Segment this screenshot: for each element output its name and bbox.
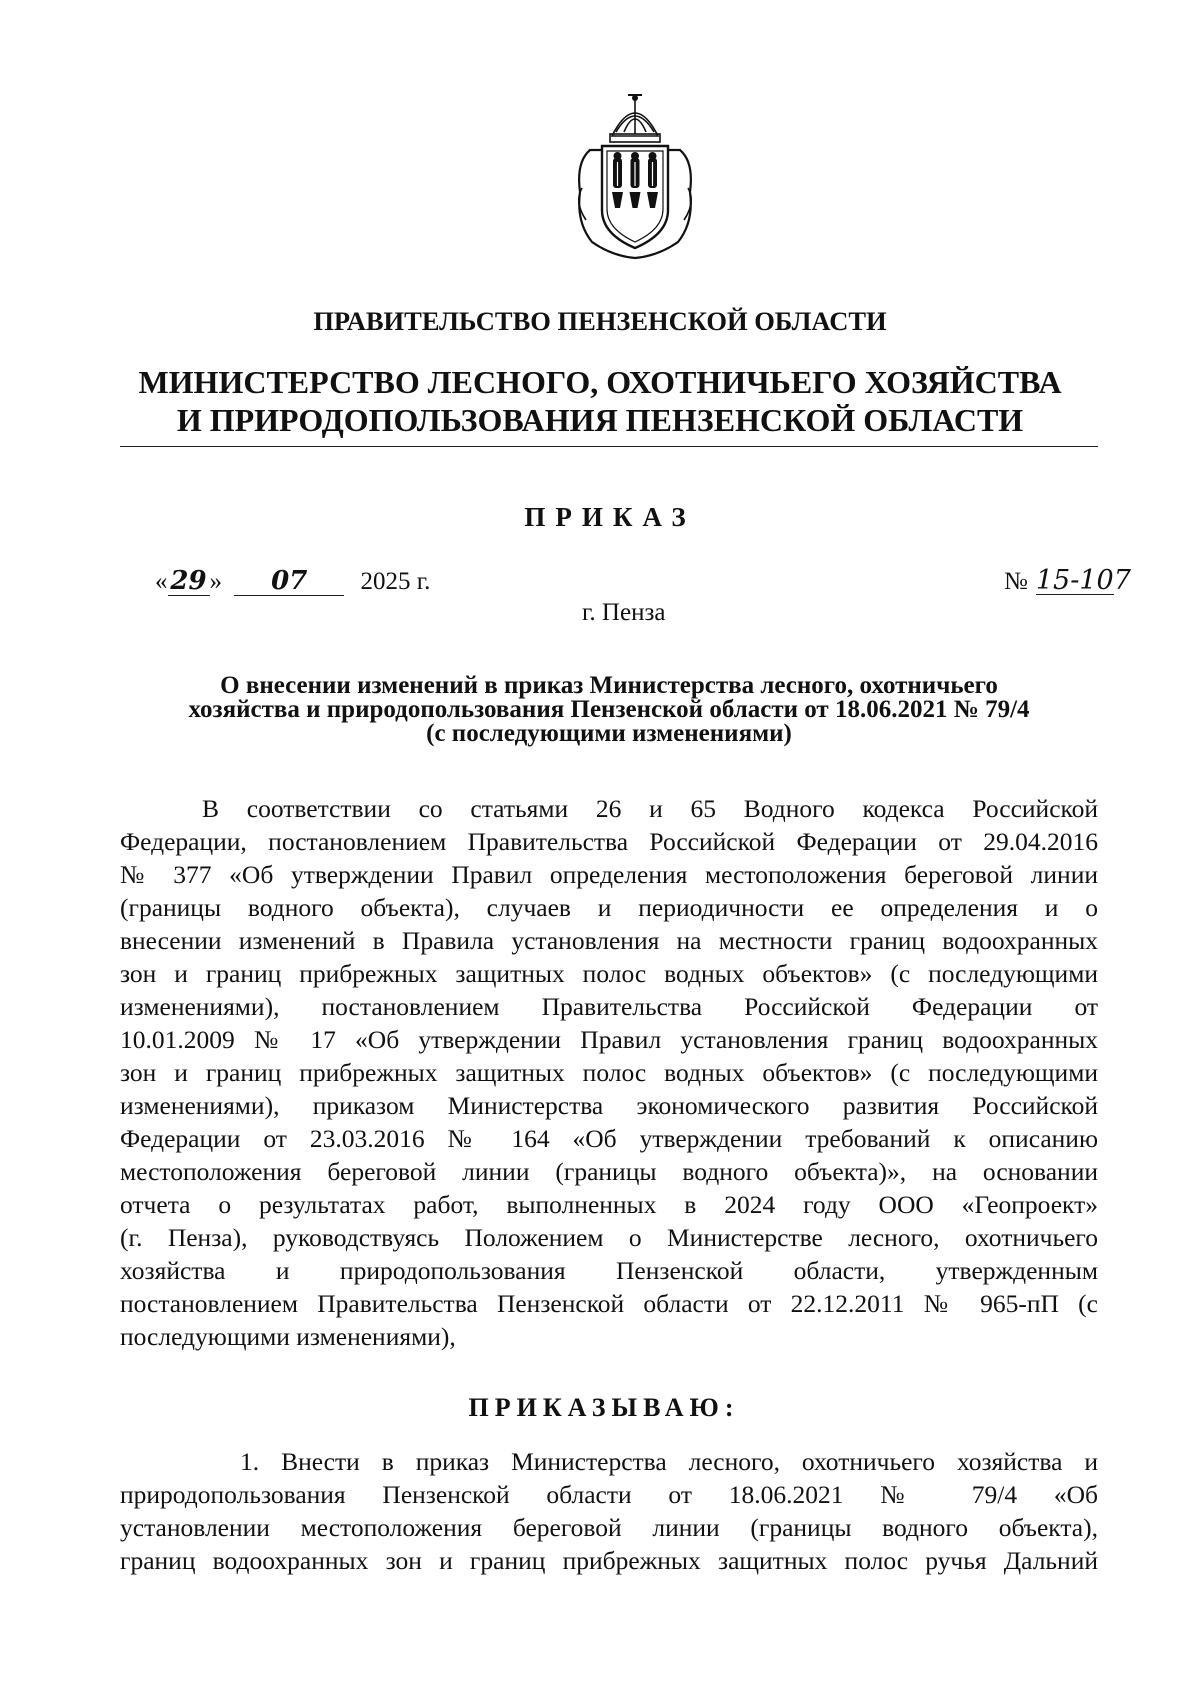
item-line: природопользования Пензенской области от 18.06.2021 № 79/4 «Об bbox=[120, 1480, 1098, 1509]
preamble-line: 10.01.2009 № 17 «Об утверждении Правил установления границ водоохранных bbox=[120, 1025, 1098, 1054]
preamble-line: местоположения береговой линии (границы водного объекта)», на основании bbox=[120, 1157, 1098, 1186]
item-line: границ водоохранных зон и границ прибрежных защитных полос ручья Дальний bbox=[120, 1546, 1098, 1575]
preamble-line: зон и границ прибрежных защитных полос водных объектов» (с последующими bbox=[120, 959, 1098, 988]
header-divider bbox=[120, 446, 1098, 447]
ministry-name-line-2: И ПРИРОДОПОЛЬЗОВАНИЯ ПЕНЗЕНСКОЙ ОБЛАСТИ bbox=[176, 402, 1024, 438]
preamble-line: В соответствии со статьями 26 и 65 Водного кодекса Российской bbox=[202, 794, 1098, 823]
preamble-line: (границы водного объекта), случаев и периодичности ее определения и о bbox=[120, 893, 1098, 922]
order-item-1 bbox=[120, 1445, 1098, 1577]
item-line: 1. Внести в приказ Министерства лесного, охотничьего хозяйства и bbox=[240, 1447, 1098, 1476]
preamble-line: постановлением Правительства Пензенской области от 22.12.2011 № 965-пП (с bbox=[120, 1289, 1098, 1318]
date-open-quote: « bbox=[155, 568, 168, 595]
preamble-line: Федерации от 23.03.2016 № 164 «Об утверждении требований к описанию bbox=[120, 1124, 1098, 1153]
preamble-line: изменениями), приказом Министерства экономического развития Российской bbox=[120, 1091, 1098, 1120]
number-value: 15-107 bbox=[1035, 565, 1131, 596]
preamble-line: отчета о результатах работ, выполненных в 2024 году ООО «Геопроект» bbox=[120, 1190, 1098, 1219]
date-month-field bbox=[234, 568, 344, 596]
preamble-line: (г. Пенза), руководствуясь Положением о Министерстве лесного, охотничьего bbox=[120, 1223, 1098, 1252]
number-prefix: № bbox=[1004, 568, 1028, 595]
ministry-name-line-1: МИНИСТЕРСТВО ЛЕСНОГО, ОХОТНИЧЬЕГО ХОЗЯЙСТВА bbox=[138, 364, 1062, 400]
document-type-heading: ПРИКАЗ bbox=[524, 502, 696, 532]
order-title bbox=[120, 674, 1098, 746]
preamble-line: Федерации, постановлением Правительства Российской Федерации от 29.04.2016 bbox=[120, 827, 1098, 856]
date-year: 2025 г. bbox=[360, 568, 431, 595]
preamble-line: № 377 «Об утверждении Правил определения местоположения береговой линии bbox=[120, 860, 1098, 889]
date-day-field bbox=[168, 568, 210, 596]
coat-of-arms-emblem bbox=[572, 92, 698, 262]
date-day: 29 bbox=[170, 566, 207, 596]
preamble-line: зон и границ прибрежных защитных полос водных объектов» (с последующими bbox=[120, 1058, 1098, 1087]
preamble-line: последующими изменениями), bbox=[120, 1322, 456, 1351]
item-line: установлении местоположения береговой линии (границы водного объекта), bbox=[120, 1513, 1098, 1542]
preamble-line: хозяйства и природопользования Пензенской области, утвержденным bbox=[120, 1256, 1098, 1285]
order-number bbox=[1004, 565, 1131, 596]
government-name: ПРАВИТЕЛЬСТВО ПЕНЗЕНСКОЙ ОБЛАСТИ bbox=[313, 306, 887, 336]
title-line: О внесении изменений в приказ Министерства лесного, охотничьего bbox=[220, 672, 998, 699]
preamble-paragraph bbox=[120, 792, 1098, 1353]
preamble-line: изменениями), постановлением Правительства Российской Федерации от bbox=[120, 992, 1098, 1021]
title-line: (с последующими изменениями) bbox=[426, 720, 792, 747]
title-line: хозяйства и природопользования Пензенской области от 18.06.2021 № 79/4 bbox=[188, 696, 1030, 723]
preamble-line: внесении изменений в Правила установления на местности границ водоохранных bbox=[120, 926, 1098, 955]
orders-heading: ПРИКАЗЫВАЮ: bbox=[468, 1393, 740, 1422]
date-month: 07 bbox=[271, 566, 308, 596]
order-date bbox=[155, 568, 430, 596]
date-close-quote: » bbox=[209, 568, 222, 595]
issue-city: г. Пенза bbox=[582, 599, 666, 626]
